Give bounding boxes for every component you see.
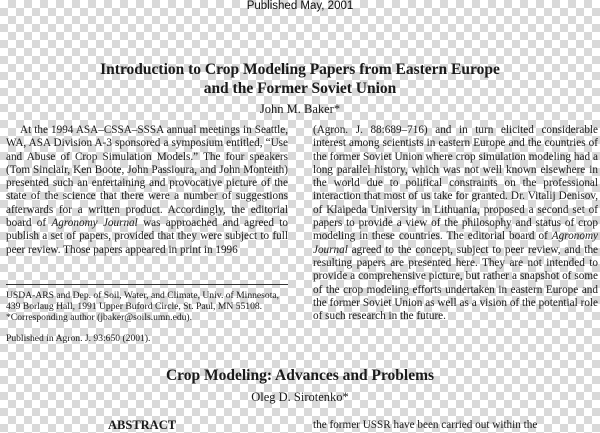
second-article-author: Oleg D. Sirotenko* [251,390,349,404]
right-paragraph-text-a: (Agron. J. 88:689–716) and in turn elicited considerable interest among scientists in eastern Europe and the countries of the former Soviet Union where crop simulation modeling had a long parallel history, which was not well known elsewhere in the world due to political constraints on the professional interaction that most of us take for granted. Dr. Vitalij Denisov, of Klaipeda University in Lithuania, proposed a second set of papers to provide a view of the philosophy and status of crop modeling in these countries. The editorial board of [313,124,598,243]
left-paragraph [6,124,288,257]
right-column [313,124,598,323]
article-title-line-2: and the Former Soviet Union [203,80,397,97]
footnote-divider [6,284,288,285]
left-paragraph-text-b: was approached and agreed to publish a set of papers, provided that they were subject to full peer review. Those papers appeared in print in 1996 [6,217,288,256]
article-title-line-1: Introduction to Crop Modeling Papers from Eastern Europe [100,61,500,78]
article-title [30,60,570,98]
footnote-corresponding-author: *Corresponding author (jbaker@soils.umn.edu). [6,312,193,324]
footnote-affiliation: USDA-ARS and Dep. of Soil, Water, and Climate, Univ. of Minnesota, 439 Borlaug Hall, 1991 Upper Buford Circle, St. Paul, MN 55108. [6,290,280,313]
published-in-citation: Published in Agron. J. 93:650 (2001). [6,333,151,344]
journal-name: Agronomy Journal [51,217,138,230]
article-author: John M. Baker* [259,102,341,116]
journal-name: Agronomy Journal [313,230,598,256]
footnote [6,290,288,324]
left-paragraph-text-a: At the 1994 ASA–CSSA–SSSA annual meetings in Seattle, WA, ASA Division A-3 sponsored a symposium entitled, “Use and Abuse of Crop Simulation Models.” The four speakers (Tom Sinclair, Ken Boote, John Passioura, and John Monteith) presented such an entertaining and provocative picture of the state of the science that there were a number of suggestions afterwards for a written product. Accordingly, the editorial board of [6,124,288,230]
second-article-title: Crop Modeling: Advances and Problems [165,367,435,384]
left-column [6,124,288,257]
right-paragraph-text-b: agreed to the concept, subject to peer review, and the resulting papers are presented here. They are not intended to provide a comprehensive picture, but rather a snapshot of some of the crop modeling efforts undertaken in eastern Europe and the former Soviet Union as well as a vision of the potential role of such research in the future. [313,243,598,323]
right-paragraph [313,124,598,323]
second-article-right-text: the former USSR have been carried out within the [313,419,538,431]
abstract-heading: ABSTRACT [108,418,177,432]
published-date-header: Published May, 2001 [246,0,354,12]
